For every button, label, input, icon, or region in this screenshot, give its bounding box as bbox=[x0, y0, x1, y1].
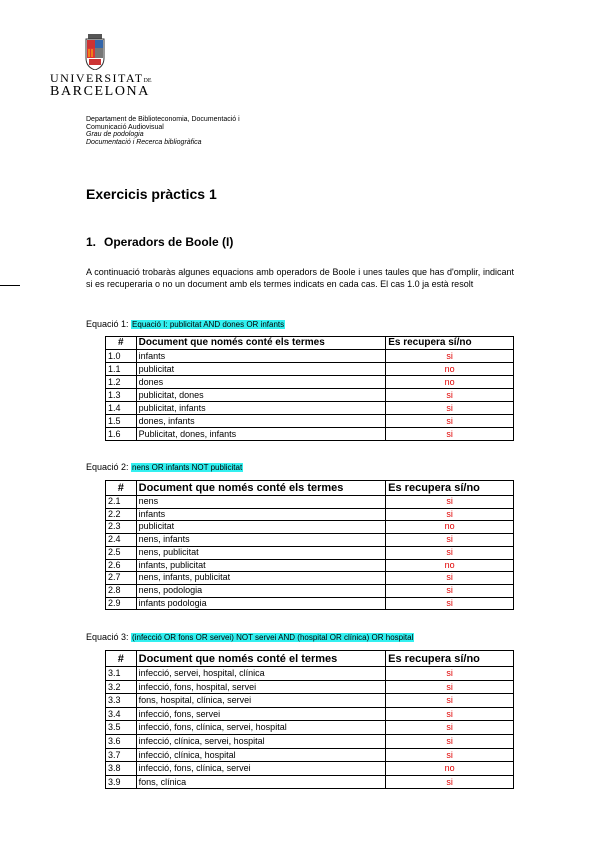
row-number: 3.5 bbox=[106, 721, 137, 735]
row-terms: infecció, fons, clínica, servei, hospital bbox=[136, 721, 386, 735]
row-terms: fons, clínica bbox=[136, 775, 386, 789]
row-result: si bbox=[386, 546, 514, 559]
equation-3-expression: (infecció OR fons OR servei) NOT servei AND (hospital OR clínica) OR hospital bbox=[132, 633, 414, 642]
row-result: si bbox=[386, 415, 514, 428]
row-terms: publicitat bbox=[136, 521, 386, 534]
row-result: no bbox=[386, 521, 514, 534]
row-result: no bbox=[386, 559, 514, 572]
row-terms: nens bbox=[136, 496, 386, 509]
row-terms: publicitat, infants bbox=[136, 402, 386, 415]
university-name-line1: UNIVERSITATDE bbox=[50, 71, 152, 85]
table-row bbox=[106, 775, 514, 789]
section-heading bbox=[86, 235, 233, 249]
column-header-number: # bbox=[106, 337, 137, 350]
row-result: no bbox=[386, 363, 514, 376]
row-terms: infecció, fons, hospital, servei bbox=[136, 680, 386, 694]
row-number: 1.5 bbox=[106, 415, 137, 428]
row-number: 1.6 bbox=[106, 428, 137, 441]
table-row bbox=[106, 363, 514, 376]
table-row bbox=[106, 546, 514, 559]
row-terms: infants podologia bbox=[136, 597, 386, 610]
equation-3-label: Equació 3: (infecció OR fons OR servei) NOT servei AND (hospital OR clínica) OR hospital bbox=[86, 632, 414, 642]
table-header-row bbox=[106, 651, 514, 667]
row-result: si bbox=[386, 389, 514, 402]
row-result: si bbox=[386, 402, 514, 415]
row-terms: infants bbox=[136, 350, 386, 363]
intro-paragraph: A continuació trobaràs algunes equacions amb operadors de Boole i unes taules que has d'omplir, indicant si es recuperaria o no un document amb els termes indicats en cada cas. El cas 1.0 ja està resolt bbox=[86, 267, 514, 289]
equation-3-table bbox=[105, 650, 514, 789]
table-row bbox=[106, 508, 514, 521]
row-terms: publicitat, dones bbox=[136, 389, 386, 402]
department-info bbox=[86, 116, 240, 146]
table-row bbox=[106, 597, 514, 610]
equation-1-label: Equació 1: Equació I: publicitat AND dones OR infants bbox=[86, 319, 285, 329]
row-number: 1.1 bbox=[106, 363, 137, 376]
row-terms: nens, infants bbox=[136, 534, 386, 547]
row-number: 2.5 bbox=[106, 546, 137, 559]
row-terms: Publicitat, dones, infants bbox=[136, 428, 386, 441]
row-result: si bbox=[386, 748, 514, 762]
column-header-result: Es recupera sí/no bbox=[386, 337, 514, 350]
column-header-terms: Document que només conté els termes bbox=[136, 337, 386, 350]
row-number: 1.2 bbox=[106, 376, 137, 389]
column-header-terms: Document que només conté els termes bbox=[136, 481, 386, 496]
row-result: si bbox=[386, 572, 514, 585]
row-terms: dones bbox=[136, 376, 386, 389]
row-number: 3.7 bbox=[106, 748, 137, 762]
table-row bbox=[106, 534, 514, 547]
row-result: si bbox=[386, 584, 514, 597]
row-terms: infecció, clínica, hospital bbox=[136, 748, 386, 762]
row-result: si bbox=[386, 667, 514, 681]
table-header-row bbox=[106, 481, 514, 496]
row-result: si bbox=[386, 597, 514, 610]
row-number: 2.8 bbox=[106, 584, 137, 597]
course-name: Grau de podologia bbox=[86, 131, 144, 138]
page-title: Exercicis pràctics 1 bbox=[86, 186, 217, 202]
column-header-result: Es recupera sí/no bbox=[386, 481, 514, 496]
row-result: si bbox=[386, 508, 514, 521]
column-header-number: # bbox=[106, 481, 137, 496]
table-row bbox=[106, 734, 514, 748]
row-result: si bbox=[386, 707, 514, 721]
department-name-cont: Comunicació Audiovisual bbox=[86, 123, 164, 131]
row-terms: infecció, fons, clínica, servei bbox=[136, 762, 386, 776]
row-number: 3.2 bbox=[106, 680, 137, 694]
table-row bbox=[106, 389, 514, 402]
row-number: 1.4 bbox=[106, 402, 137, 415]
table-row bbox=[106, 748, 514, 762]
table-row bbox=[106, 721, 514, 735]
table-row bbox=[106, 496, 514, 509]
row-terms: infecció, servei, hospital, clínica bbox=[136, 667, 386, 681]
row-number: 3.8 bbox=[106, 762, 137, 776]
equation-1-expression: Equació I: publicitat AND dones OR infants bbox=[132, 320, 285, 329]
table-row bbox=[106, 428, 514, 441]
equation-2-label: Equació 2: nens OR infants NOT publicitat bbox=[86, 462, 243, 472]
row-number: 3.4 bbox=[106, 707, 137, 721]
section-number: 1. bbox=[86, 235, 97, 249]
table-row bbox=[106, 680, 514, 694]
table-row bbox=[106, 584, 514, 597]
table-row bbox=[106, 350, 514, 363]
row-result: si bbox=[386, 496, 514, 509]
row-number: 2.9 bbox=[106, 597, 137, 610]
row-terms: nens, infants, publicitat bbox=[136, 572, 386, 585]
table-row bbox=[106, 694, 514, 708]
row-result: si bbox=[386, 350, 514, 363]
row-result: si bbox=[386, 734, 514, 748]
row-number: 2.6 bbox=[106, 559, 137, 572]
university-crest-icon bbox=[84, 34, 106, 70]
table-row bbox=[106, 376, 514, 389]
row-terms: infants bbox=[136, 508, 386, 521]
section-title: Operadors de Boole (I) bbox=[104, 235, 234, 249]
row-number: 2.2 bbox=[106, 508, 137, 521]
equation-2-expression: nens OR infants NOT publicitat bbox=[132, 463, 243, 472]
row-result: no bbox=[386, 376, 514, 389]
row-result: si bbox=[386, 680, 514, 694]
row-terms: infecció, clínica, servei, hospital bbox=[136, 734, 386, 748]
row-result: si bbox=[386, 721, 514, 735]
row-result: si bbox=[386, 775, 514, 789]
row-number: 1.0 bbox=[106, 350, 137, 363]
row-result: si bbox=[386, 428, 514, 441]
table-row bbox=[106, 559, 514, 572]
table-row bbox=[106, 667, 514, 681]
row-number: 1.3 bbox=[106, 389, 137, 402]
row-terms: publicitat bbox=[136, 363, 386, 376]
department-name: Departament de Biblioteconomia, Documentació i bbox=[86, 116, 240, 123]
equation-1-table bbox=[105, 336, 514, 441]
row-number: 2.4 bbox=[106, 534, 137, 547]
table-header-row bbox=[106, 337, 514, 350]
row-result: si bbox=[386, 534, 514, 547]
row-terms: dones, infants bbox=[136, 415, 386, 428]
column-header-number: # bbox=[106, 651, 137, 667]
row-result: si bbox=[386, 694, 514, 708]
table-row bbox=[106, 572, 514, 585]
column-header-result: Es recupera sí/no bbox=[386, 651, 514, 667]
equation-2-table bbox=[105, 480, 514, 610]
row-number: 3.6 bbox=[106, 734, 137, 748]
university-name-line2: BARCELONA bbox=[50, 84, 150, 99]
table-row bbox=[106, 402, 514, 415]
table-row bbox=[106, 707, 514, 721]
table-row bbox=[106, 415, 514, 428]
row-number: 3.3 bbox=[106, 694, 137, 708]
row-terms: nens, podologia bbox=[136, 584, 386, 597]
row-number: 3.9 bbox=[106, 775, 137, 789]
row-number: 2.3 bbox=[106, 521, 137, 534]
subject-name: Documentació i Recerca bibliogràfica bbox=[86, 138, 202, 146]
column-header-terms: Document que només conté el termes bbox=[136, 651, 386, 667]
row-number: 2.1 bbox=[106, 496, 137, 509]
margin-mark bbox=[0, 285, 20, 286]
row-number: 3.1 bbox=[106, 667, 137, 681]
row-result: no bbox=[386, 762, 514, 776]
row-terms: nens, publicitat bbox=[136, 546, 386, 559]
row-terms: infants, publicitat bbox=[136, 559, 386, 572]
table-row bbox=[106, 521, 514, 534]
table-row bbox=[106, 762, 514, 776]
row-number: 2.7 bbox=[106, 572, 137, 585]
row-terms: fons, hospital, clínica, servei bbox=[136, 694, 386, 708]
row-terms: infecció, fons, servei bbox=[136, 707, 386, 721]
